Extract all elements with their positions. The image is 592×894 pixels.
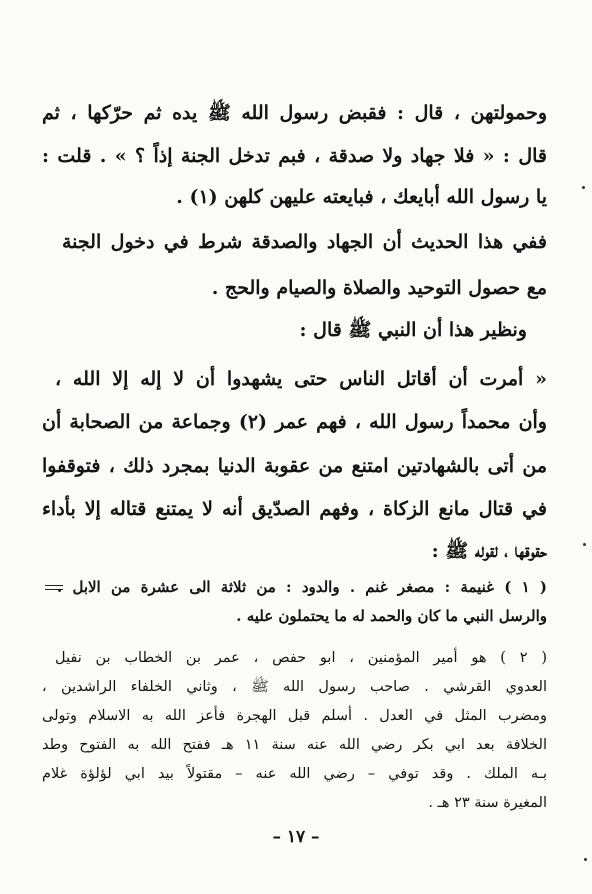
footnote-1-line-1: ( ١ ) غنيمة : مصغر غنم . والدود : من ثلاثة الى عشرة من الابل . <box>57 578 547 596</box>
footnote-2-line-2: العدوي القرشي . صاحب رسول الله ﷺ ، وثاني الخلفاء الراشدين ، <box>42 679 547 695</box>
body-line-6: ونظير هذا أن النبي ﷺ قال : <box>299 319 527 341</box>
footnote-2-line-3: ومضرب المثل في العدل . أسلم قبل الهجرة فأعز الله به الاسلام وتولى <box>42 708 547 724</box>
body-line-2: قال : « فلا جهاد ولا صدقة ، فبم تدخل الجنة إذاً ؟ » . قلت : <box>42 145 547 167</box>
body-line-1: وحمولتهن ، قال : فقبض رسول الله ﷺ يده ثم حرّكها ، ثم <box>42 102 547 124</box>
footnote-2-line-5: بـه الملك . وقد توفي – رضي الله عنه – مقتولاً بيد ابي لؤلؤة غلام <box>42 766 547 782</box>
page-number: – ١٧ – <box>272 827 320 847</box>
body-line-7: « أمرت أن أقاتل الناس حتى يشهدوا أن لا إله إلا الله ، <box>55 368 547 390</box>
body-line-8: وأن محمداً رسول الله ، فهم عمر (٢) وجماعة من الصحابة أن <box>42 411 547 433</box>
scan-speck <box>584 858 587 861</box>
footnote-2-line-6: المغيرة سنة ٢٣ هـ . <box>428 795 547 811</box>
footnote-1-line-2: والرسل النبي ما كان والحمد له ما يحتملون عليه . <box>236 607 547 625</box>
scan-speck <box>583 543 586 546</box>
body-line-4: ففي هذا الحديث أن الجهاد والصدقة شرط في دخول الجنة <box>62 231 547 253</box>
footnote-2-line-1: ( ٢ ) هو أمير المؤمنين ، ابو حفص ، عمر بن الخطاب بن نفيل <box>55 650 547 666</box>
body-line-11: حقوقها ، لقوله ﷺ : <box>431 540 547 562</box>
body-line-10: في قتال مانع الزكاة ، وفهم الصدّيق أنه لا يمتنع قتاله إلا بأداء <box>42 498 547 520</box>
footnote-2-line-4: الخلافة بعد ابي بكر رضي الله عنه سنة ١١ هـ ففتح الله به الفتوح وطد <box>42 737 547 753</box>
body-line-9: من أتى بالشهادتين امتنع من عقوبة الدنيا بمجرد ذلك ، فتوقفوا <box>42 455 547 477</box>
scan-speck <box>582 186 585 189</box>
body-line-3: يا رسول الله أبايعك ، فبايعته عليهن كلهن (١) . <box>176 186 547 208</box>
body-line-5: مع حصول التوحيد والصلاة والصيام والحج . <box>211 277 547 299</box>
